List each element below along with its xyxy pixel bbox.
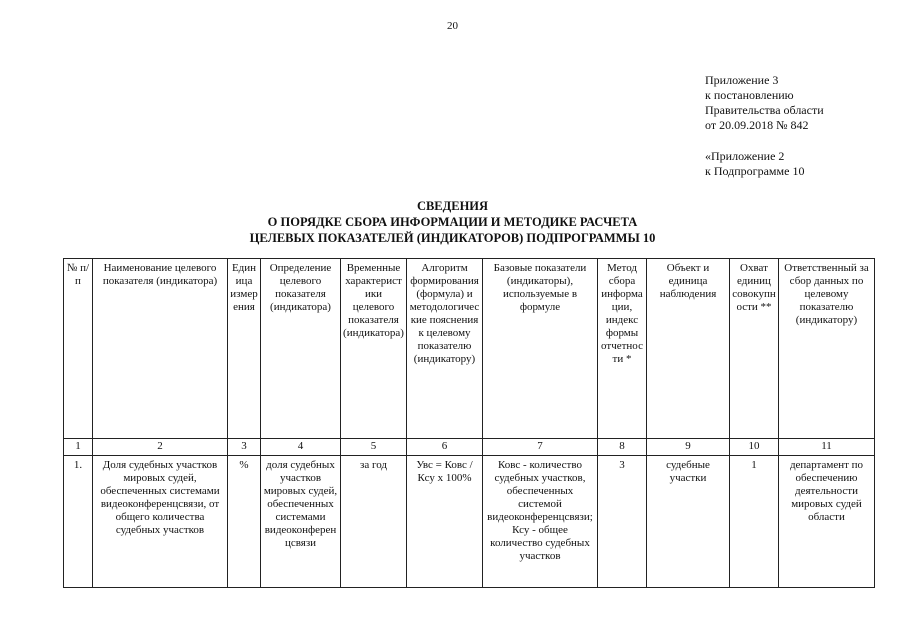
table-header-row xyxy=(64,259,875,439)
header-cell: Охват единиц совокупности ** xyxy=(730,259,779,439)
indicators-table xyxy=(63,258,875,588)
header-cell: Метод сбора информации, индекс формы отчетности * xyxy=(598,259,647,439)
column-number-cell: 1 xyxy=(64,439,93,456)
header-cell: Наименование целевого показателя (индикатора) xyxy=(93,259,228,439)
header-cell: Определение целевого показателя (индикатора) xyxy=(261,259,341,439)
coverage-cell: 1 xyxy=(730,456,779,588)
time-characteristic-cell: за год xyxy=(341,456,407,588)
header-cell: Алгоритм формирования (формула) и методологические пояснения к целевому показателю (индикатору) xyxy=(407,259,483,439)
column-number-cell: 5 xyxy=(341,439,407,456)
header-cell: Единица измерения xyxy=(228,259,261,439)
appendix-reference xyxy=(705,73,824,133)
column-number-cell: 3 xyxy=(228,439,261,456)
column-number-cell: 2 xyxy=(93,439,228,456)
column-number-cell: 11 xyxy=(779,439,875,456)
column-number-cell: 6 xyxy=(407,439,483,456)
definition-cell: доля судебных участков мировых судей, обеспеченных системами видеоконференцсвязи xyxy=(261,456,341,588)
indicator-name-cell: Доля судебных участков мировых судей, обеспеченных системами видеоконференцсвязи, от общего количества судебных участков xyxy=(93,456,228,588)
header-cell: № п/п xyxy=(64,259,93,439)
collection-method-cell: 3 xyxy=(598,456,647,588)
row-number-cell: 1. xyxy=(64,456,93,588)
header-cell: Базовые показатели (индикаторы), используемые в формуле xyxy=(483,259,598,439)
title-line: О ПОРЯДКЕ СБОРА ИНФОРМАЦИИ И МЕТОДИКЕ РАСЧЕТА xyxy=(267,215,638,229)
title-line: ЦЕЛЕВЫХ ПОКАЗАТЕЛЕЙ (ИНДИКАТОРОВ) ПОДПРОГРАММЫ 10 xyxy=(249,231,656,245)
header-cell: Временные характеристики целевого показателя (индикатора) xyxy=(341,259,407,439)
column-number-cell: 8 xyxy=(598,439,647,456)
document-title xyxy=(0,198,905,246)
subprogram-appendix-reference xyxy=(705,149,804,179)
column-number-cell: 9 xyxy=(647,439,730,456)
appendix-line: Приложение 3 xyxy=(705,73,779,87)
header-cell: Объект и единица наблюдения xyxy=(647,259,730,439)
column-number-cell: 4 xyxy=(261,439,341,456)
unit-cell: % xyxy=(228,456,261,588)
title-line: СВЕДЕНИЯ xyxy=(416,199,489,213)
appendix-line: к Подпрограмме 10 xyxy=(705,164,805,178)
appendix-line: к постановлению xyxy=(705,88,794,102)
observation-object-cell: судебные участки xyxy=(647,456,730,588)
header-cell: Ответственный за сбор данных по целевому показателю (индикатору) xyxy=(779,259,875,439)
page-number: 20 xyxy=(447,20,458,32)
formula-cell: Увс = Ковс / Ксу х 100% xyxy=(407,456,483,588)
column-number-cell: 7 xyxy=(483,439,598,456)
column-number-row xyxy=(64,439,875,456)
responsible-cell: департамент по обеспечению деятельности мировых судей области xyxy=(779,456,875,588)
base-indicators-cell: Ковс - количество судебных участков, обеспеченных системой видеоконференцсвязи; Ксу - общее количество судебных участков xyxy=(483,456,598,588)
column-number-cell: 10 xyxy=(730,439,779,456)
table-row xyxy=(64,456,875,588)
appendix-line: Правительства области xyxy=(705,103,824,117)
appendix-line: от 20.09.2018 № 842 xyxy=(705,118,809,132)
appendix-line: «Приложение 2 xyxy=(705,149,785,163)
